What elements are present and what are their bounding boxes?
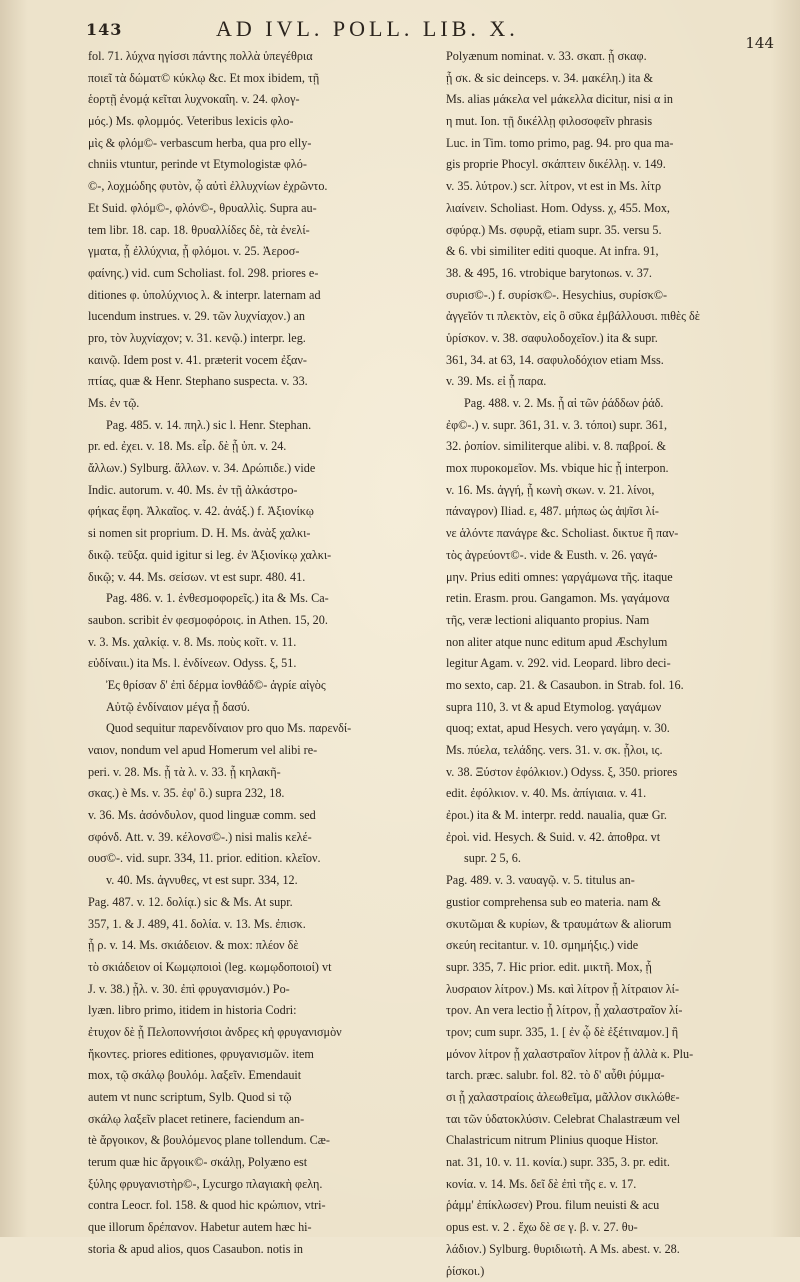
text-line: Luc. in Tim. tomo primo, pag. 94. pro qua ma- [446,133,758,155]
text-line: legitur Agam. v. 292. vid. Leopard. libro deci- [446,653,758,675]
text-line: δικῷ; v. 44. Ms. σείσων. vt est supr. 480. 41. [88,567,426,589]
text-line: Ms. πύελα, τελάδης. vers. 31. v. σκ. ᾗλοι, ις. [446,740,758,762]
text-line: & 6. vbi similiter editi quoque. At infra. 91, [446,241,758,263]
text-line: ουσ©-. vid. supr. 334, 11. prior. edition. κλεῖον. [88,848,426,870]
text-line: σκυτῶμαι & κυρίων, & τραυμάτων & aliorum [446,914,758,936]
text-line: μὶς & φλόμ©- verbascum herba, qua pro elly- [88,133,426,155]
right-page-number: 144 [745,34,774,52]
right-text-column [446,46,758,1282]
text-line: 38. & 495, 16. vtrobique barytonωs. v. 37. [446,263,758,285]
text-line: μην. Prius editi omnes: γαργάμωνα τῆς. itaque [446,567,758,589]
text-line: autem vt nunc scriptum, Sylb. Quod si τῷ [88,1087,426,1109]
text-line: ᾗ σκ. & sic deinceps. v. 34. μακέλη.) ita & [446,68,758,90]
text-line: retin. Erasm. prou. Gangamon. Ms. γαγάμονα [446,588,758,610]
text-line: Indic. autorum. v. 40. Ms. ἐν τῇ ἀλκάστρο- [88,480,426,502]
text-line: ©-, λοχμώδης φυτὸν, ᾧ αὐτὶ ἐλλυχνίων ἐχρῶντο. [88,176,426,198]
text-line: si nomen sit proprium. D. H. Ms. ἀνὰξ χαλκι- [88,523,426,545]
text-line: tem libr. 18. cap. 18. θρυαλλίδες δὲ, τὰ ἐνελί- [88,220,426,242]
text-line: mox πυροκομεῖον. Ms. vbique hic ᾗ interpon. [446,458,758,480]
text-line: Αὐτῷ ἐνδίναιον μέγα ᾗ δασύ. [88,697,426,719]
text-line: ἐφ©-.) v. supr. 361, 31. v. 3. τόποι) supr. 361, [446,415,758,437]
text-line: Chalastricum nitrum Plinius quoque Histor. [446,1130,758,1152]
text-line: φήκας ἔφη. Ἀλκαῖος. v. 42. ἀνάξ.) f. Ἀξιονίκῳ [88,501,426,523]
text-line: opus est. v. 2 . ἔχω δὲ σε γ. β. v. 27. θυ- [446,1217,758,1239]
text-line: ἐτυχον δὲ ᾗ Πελοποννήσιοι ἀνδρες κἠ φρυγανισμὸν [88,1022,426,1044]
text-line: ται τῶν ὑδατοκλύσιν. Celebrat Chalastræum vel [446,1109,758,1131]
text-line: μόνον λίτρον ᾗ χαλαστραῖον λίτρον ᾗ ἀλλὰ κ. Plu- [446,1044,758,1066]
text-line: δικῷ. τεῦξα. quid igitur si leg. ἐν Ἀξιονίκῳ χαλκι- [88,545,426,567]
text-line: storia & apud alios, quos Casaubon. notis in [88,1239,426,1261]
text-line: ἀγγεῖόν τι πλεκτὸν, εἰς ὃ σῦκα ἐμβάλλουσι. πιθὲς δὲ [446,306,758,328]
text-line: lucendum instrues. v. 29. τῶν λυχνίαχον.) an [88,306,426,328]
text-line: κονία. v. 14. Ms. δεῖ δὲ ἐπὶ τῆς ε. v. 17. [446,1174,758,1196]
text-line: supra 110, 3. vt & apud Etymolog. γαγάμων [446,697,758,719]
text-line: ἄλλων.) Sylburg. ἄλλων. v. 34. Δρώπιδε.) vide [88,458,426,480]
text-line: ναιον, nondum vel apud Homerum vel alibi re- [88,740,426,762]
text-line: Pag. 487. v. 12. δολίᾳ.) sic & Ms. At supr. [88,892,426,914]
text-line: saubon. scribit ἐν φεσμοφόροις. in Athen. 15, 20. [88,610,426,632]
text-line: mox, τῷ σκάλῳ βουλόμ. λαξεῖν. Emendauit [88,1065,426,1087]
text-line: καινῷ. Idem post v. 41. præterit vocem ἐξαν- [88,350,426,372]
text-line: pr. ed. ἐχει. v. 18. Ms. εἶρ. δὲ ᾗ ὑπ. v. 24. [88,436,426,458]
text-line: ἐροὶ. vid. Hesych. & Suid. v. 42. ἀποθρα. vt [446,827,758,849]
text-line: fol. 71. λύχνα ηγίσσι πάντης πολλὰ ὑπεγέθρια [88,46,426,68]
text-line: J. v. 38.) ᾗλ. v. 30. ἐπὶ φρυγανισμόν.) Po- [88,979,426,1001]
text-line: lyæn. libro primo, itidem in historia Codri: [88,1000,426,1022]
text-line: ἐροι.) ita & M. interpr. redd. naualia, quæ Gr. [446,805,758,827]
text-line: supr. 335, 7. Hic prior. edit. μικτῆ. Mox, ᾗ [446,957,758,979]
text-line: ῥίσκοι.) [446,1261,758,1282]
text-line: 357, 1. & J. 489, 41. δολία. v. 13. Ms. ἐπισκ. [88,914,426,936]
text-line: v. 36. Ms. ἀσόνδυλον, quod linguæ comm. sed [88,805,426,827]
text-line: σφόνδ. Att. v. 39. κέλονσ©-.) nisi malis κελέ- [88,827,426,849]
text-line: chniis vtuntur, perinde vt Etymologistæ φλό- [88,154,426,176]
text-line: νε ἁλόντε πανάγρε &c. Scholiast. δικτυε ἢ παν- [446,523,758,545]
text-line: τῆς, veræ lectioni aliquanto propius. Nam [446,610,758,632]
text-line: γματα, ᾗ ἐλλύχνια, ᾗ φλόμοι. v. 25. Ἀεροσ- [88,241,426,263]
text-line: εὐδίναιι.) ita Ms. l. ἐνδίνεων. Odyss. ξ, 51. [88,653,426,675]
text-line: que illorum δρέπανον. Habetur autem hæc hi- [88,1217,426,1239]
running-title: AD IVL. POLL. LIB. X. [216,16,519,42]
text-line: η mut. Ion. τῇ δικέλλῃ φιλοσοφεῖν phrasis [446,111,758,133]
text-line: Ἐς θρίσαν δ' ἐπὶ δέρμα ἰονθάδ©- ἀγρίε αἰγὸς [88,675,426,697]
text-line: v. 16. Ms. ἀγγή, ᾗ κωνὴ σκων. v. 21. λίνοι, [446,480,758,502]
text-line: non aliter atque nunc editum apud Æschylum [446,632,758,654]
text-line: v. 3. Ms. χαλκίᾳ. v. 8. Ms. ποὺς κοῖτ. v. 11. [88,632,426,654]
text-line: pro, τὸν λυχνίαχον; v. 31. κενῷ.) interpr. leg. [88,328,426,350]
text-line: quoq; extat, apud Hesych. vero γαγάμη. v. 30. [446,718,758,740]
text-line: Ms. ἐν τῷ. [88,393,426,415]
text-line: Polyænum nominat. v. 33. σκαπ. ᾗ σκαφ. [446,46,758,68]
text-line: σφύρᾳ.) Ms. σφυρᾷ, etiam supr. 35. versu 5. [446,220,758,242]
text-line: ditiones φ. ὑπολύχνιος λ. & interpr. laternam ad [88,285,426,307]
text-line: 32. ῥοπίον. similiterque alibi. v. 8. παβροί. & [446,436,758,458]
text-line: Pag. 485. v. 14. πηλ.) sic l. Henr. Stephan. [88,415,426,437]
text-line: v. 35. λύτρον.) scr. λίτρον, vt est in Ms. λίτρ [446,176,758,198]
text-line: ποιεῖ τὰ δώματ© κύκλῳ &c. Et mox ibidem, τῇ [88,68,426,90]
text-line: πάναγρον) Iliad. ε, 487. μήπως ὡς ἀψῖσι λί- [446,501,758,523]
text-line: σι ᾗ χαλαστραίοις ἀλεωθεῖμα, μᾶλλον σικλώθε- [446,1087,758,1109]
text-line: τὸ σκιάδειον οἱ Κωμῳποιοὶ (leg. κωμῳδοποιοί) vt [88,957,426,979]
text-line: τὸς ἀγρεύοντ©-. vide & Eusth. v. 26. γαγά- [446,545,758,567]
text-line: τρον; cum supr. 335, 1. [ ἐν ᾧ δὲ ἐξέτιναμον.] ἢ [446,1022,758,1044]
text-line: ἑορτῇ ἐνομᾴ κεῖται λυχνοκαΐη. v. 24. φλογ- [88,89,426,111]
text-line: gustior comprehensa sub eo materia. nam & [446,892,758,914]
text-line: συρισ©-.) f. συρίσκ©-. Hesychius, συρίσκ©- [446,285,758,307]
text-line: ᾗ ρ. v. 14. Ms. σκιάδειον. & mox: πλέον δὲ [88,935,426,957]
text-line: σκεύη recitantur. v. 10. σμημήξις.) vide [446,935,758,957]
text-line: nat. 31, 10. v. 11. κονία.) supr. 335, 3. pr. edit. [446,1152,758,1174]
text-line: Ms. alias μάκελα vel μάκελλα dicitur, nisi α in [446,89,758,111]
text-line: ἥκοντες. priores editiones, φρυγανισμῶν. item [88,1044,426,1066]
text-line: σκάλῳ λαξεῖν placet retinere, faciendum an- [88,1109,426,1131]
text-line: tè ἄργοικον, & βουλόμενος plane tollendum. Cæ- [88,1130,426,1152]
text-line: φαίνης.) vid. cum Scholiast. fol. 298. priores e- [88,263,426,285]
text-line: λάδιον.) Sylburg. θυριδιωτὴ. A Ms. abest. v. 28. [446,1239,758,1261]
text-line: 361, 34. at 63, 14. σαφυλοδόχιον etiam Mss. [446,350,758,372]
left-page-number: 143 [86,20,122,39]
text-line: supr. 2 5, 6. [446,848,758,870]
text-line: σκας.) è Ms. v. 35. ἐφ' ὃ.) supra 232, 18. [88,783,426,805]
text-line: mo sexto, cap. 21. & Casaubon. in Strab. fol. 16. [446,675,758,697]
text-line: τρον. An vera lectio ᾗ λίτρον, ᾗ χαλαστραῖον λί- [446,1000,758,1022]
text-line: Pag. 488. v. 2. Ms. ᾗ αἱ τῶν ῥάδδων ῥάδ. [446,393,758,415]
text-line: ὑρίσκον. v. 38. σαφυλοδοχεῖον.) ita & supr. [446,328,758,350]
text-line: gis proprie Phocyl. σκάπτειν δικέλλῃ. v. 149. [446,154,758,176]
text-line: Quod sequitur παρενδίναιον pro quo Ms. παρενδί- [88,718,426,740]
text-line: Pag. 489. v. 3. ναυαγῷ. v. 5. titulus an- [446,870,758,892]
text-line: tarch. præc. salubr. fol. 82. τὸ δ' αὖθι ῥύμμα- [446,1065,758,1087]
text-line: πτίας, quæ & Henr. Stephano suspecta. v. 33. [88,371,426,393]
text-line: contra Leocr. fol. 158. & quod hic κρώπιον, vtri- [88,1195,426,1217]
text-line: λυσραιον λίτρον.) Ms. καὶ λίτρον ᾗ λίτραιον λί- [446,979,758,1001]
text-line: peri. v. 28. Ms. ᾗ τὰ λ. v. 33. ᾗ κηλακῆ- [88,762,426,784]
text-line: λιαίνειν. Scholiast. Hom. Odyss. χ, 455. Mox, [446,198,758,220]
text-line: Pag. 486. v. 1. ἐνθεσμοφορεῖς.) ita & Ms. Ca- [88,588,426,610]
text-line: terum quæ hic ἄργοικ©- σκάλῃ, Polyæno est [88,1152,426,1174]
text-line: Et Suid. φλόμ©-, φλόν©-, θρυαλλὶς. Supra au- [88,198,426,220]
text-line: v. 40. Ms. ἀγνυθες, vt est supr. 334, 12. [88,870,426,892]
text-line: edit. ἐφόλκιον. v. 40. Ms. ἀπίγιαια. v. 41. [446,783,758,805]
text-line: v. 38. Ξύστον ἐφόλκιον.) Odyss. ξ, 350. priores [446,762,758,784]
text-line: v. 39. Ms. εἰ ᾗ παρα. [446,371,758,393]
text-line: ῥάμμ' ἐπίκλωσεν) Prou. filum neuisti & acu [446,1195,758,1217]
left-text-column [88,46,426,1261]
text-line: μός.) Ms. φλομμός. Veteribus lexicis φλο- [88,111,426,133]
text-line: ξύλης φρυγανιστὴρ©-, Lycurgo πλαγιακὴ φελη. [88,1174,426,1196]
